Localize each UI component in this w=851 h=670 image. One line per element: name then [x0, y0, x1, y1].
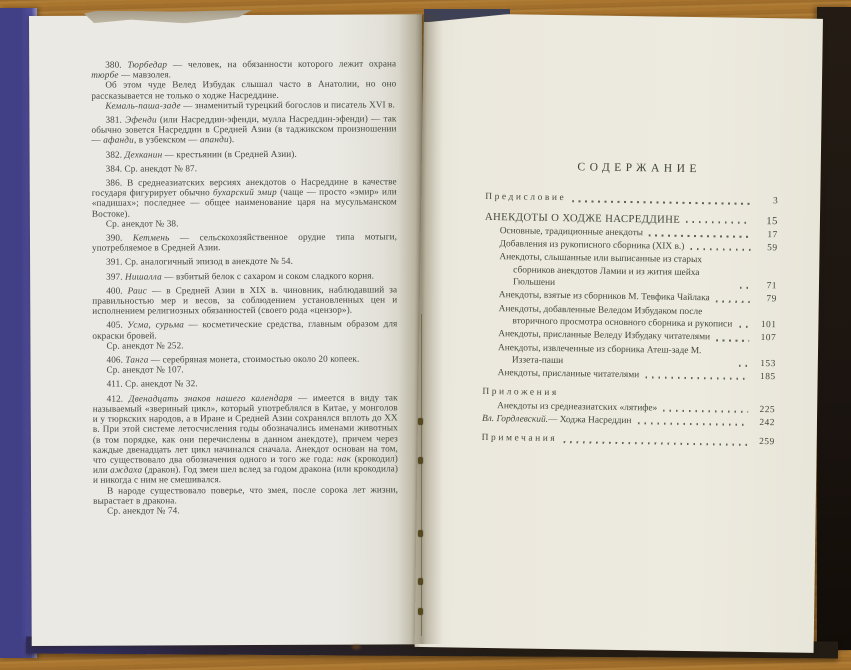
note-paragraph: 390. Кетмень — сельскохозяйственное орудие типа мотыги, употребляемое в Средней Азии.: [91, 231, 397, 253]
toc-leader-dots: [686, 221, 751, 224]
toc-entry: [483, 341, 776, 370]
note-paragraph: 405. Усма, сурьма — косметические средства, главным образом для окраски бровей.: [92, 318, 398, 341]
note-paragraph: 384. Ср. анекдот № 87.: [105, 163, 198, 174]
note-paragraph: Ср. анекдот № 107.: [106, 364, 184, 375]
toc-entry-label: Анекдоты, слышанные или выписанные из старых сборников анекдотов Ламии и из жития шейха Гюльшени: [499, 252, 703, 289]
toc-title: СОДЕРЖАНИЕ: [577, 161, 702, 176]
toc-leader-dots: [716, 300, 750, 303]
right-page: [415, 13, 823, 653]
toc-entry-label: Анекдоты, извлеченные из сборника Атеш-заде М. Иззета-паши: [497, 342, 702, 366]
toc-leader-dots: [663, 410, 748, 413]
book-cover-right-edge: [817, 7, 851, 650]
toc-page-number: 17: [767, 230, 778, 241]
torn-paper-corner: [84, 10, 252, 24]
toc-entry: [483, 303, 776, 332]
page-stain: [352, 645, 361, 650]
toc-leader-dots: [739, 365, 749, 367]
toc-page-number: 59: [767, 243, 778, 254]
note-paragraph: Кемаль-паша-заде — знаменитый турецкий богослов и писатель XVI в.: [105, 99, 395, 111]
toc-page-number: 71: [766, 281, 778, 292]
table-of-contents: [482, 160, 779, 450]
note-paragraph: Ср. анекдот № 74.: [107, 505, 180, 516]
note-paragraph: 391. Ср. аналогичный эпизод в анекдоте № 54.: [106, 256, 294, 268]
toc-list: [482, 191, 779, 449]
toc-page-number: 15: [766, 214, 779, 227]
toc-entry-label: Анекдоты из среднеазиатских «лятифе»: [497, 400, 658, 414]
toc-entry-label: Анекдоты, взятые из сборников М. Тевфика Чайлака: [498, 290, 710, 304]
toc-entry-label: Вл. Гордлевский.— Ходжа Насреддин: [481, 413, 632, 427]
note-paragraph: В народе существовало поверье, что змея, после сорока лет жизни, вырастает в дракона.: [93, 483, 399, 506]
note-paragraph: 406. Танга — серебряная монета, стоимостью около 20 копеек.: [106, 353, 360, 365]
note-paragraph: 400. Раис — в Средней Азии в XIX в. чиновник, наблюдавший за правильностью мер и весов, за соблюдением установленных цен и исполнением религиозных обязанностей (своего рода «цензор»).: [92, 284, 398, 316]
toc-entry: [482, 432, 775, 449]
toc-entry-label: АНЕКДОТЫ О ХОДЖЕ НАСРЕДДИНЕ: [484, 210, 681, 226]
toc-entry-label: Примечания: [481, 433, 558, 445]
toc-entry: [485, 191, 778, 208]
toc-leader-dots: [649, 235, 751, 239]
toc-page-number: 101: [760, 320, 777, 331]
toc-leader-dots: [563, 441, 747, 446]
toc-entry-label: Анекдоты, присланные Веледу Избудаку читателями: [498, 329, 711, 343]
toc-entry: [484, 251, 778, 292]
toc-entry-label: Анекдоты, добавленные Веледом Избудаком после вторичного просмотра основного сборника и рукописи: [498, 303, 733, 330]
toc-page-number: 79: [766, 294, 777, 305]
toc-entry-label: Приложения: [482, 387, 559, 399]
toc-entry-label: Предисловие: [485, 192, 567, 204]
toc-entry-label: Основные, традиционные анекдоты: [499, 226, 644, 239]
notes-text-block: [91, 54, 398, 515]
toc-page-number: 242: [759, 418, 776, 429]
toc-page-number: 259: [759, 437, 775, 448]
toc-leader-dots: [716, 339, 749, 341]
note-paragraph: Ср. анекдот № 252.: [106, 340, 184, 351]
note-paragraph: 382. Дехканин — крестьянин (в Средней Азии).: [105, 148, 297, 160]
toc-leader-dots: [740, 287, 750, 289]
note-paragraph: 397. Нишалла — взбитый белок с сахаром и соком сладкого корня.: [106, 270, 375, 282]
note-paragraph: 381. Эфенди (или Насреддин-эфенди, мулла Насреддин-эфенди) — так обычно зовется Насреддин в Средней Азии (в таджикском произношении — афанди, в узбекском — апанди).: [91, 113, 397, 146]
left-page: [29, 14, 425, 646]
note-paragraph: 386. В среднеазиатских версиях анекдотов о Насреддине в качестве государя фигурирует обычно бухарский эмир (чаще — просто «эмир» или «падишах»; последнее — общее наименование царя на мусульманском Востоке).: [91, 176, 397, 219]
toc-leader-dots: [739, 326, 749, 328]
toc-page-number: 107: [760, 333, 777, 344]
toc-leader-dots: [637, 423, 748, 427]
note-paragraph: 411. Ср. анекдот № 32.: [106, 378, 198, 390]
toc-entry-label: Анекдоты, присланные читателями: [497, 368, 640, 381]
note-paragraph: Об этом чуде Велед Избудак слышал часто в Анатолии, но оно рассказывается не только о ходже Насреддине.: [91, 78, 397, 101]
toc-leader-dots: [645, 377, 748, 381]
note-paragraph: 380. Тюрбедар — человек, на обязанности которого лежит охрана тюрбе — мавзолея.: [91, 58, 397, 80]
toc-page-number: 3: [772, 196, 779, 207]
toc-page-number: 185: [759, 372, 776, 383]
note-paragraph: Ср. анекдот № 38.: [105, 218, 179, 229]
toc-page-number: 153: [760, 358, 776, 370]
toc-entry-label: Добавления из рукописного сборника (XIX в.): [499, 239, 685, 253]
toc-leader-dots: [690, 248, 750, 251]
toc-leader-dots: [572, 200, 751, 205]
toc-page-number: 225: [759, 404, 776, 416]
note-paragraph: 412. Двенадцать знаков нашего календаря — имеется в виду так называемый «звериный цикл», который употреблялся в Китае, у монголов и у тюркских народов, а в Иране и Средней Азии сохранялся вплоть до XX в. При этой системе летосчисления годы обозначались именами животных (в том порядке, как они перечислены в данном анекдоте), причем через каждые двенадцать лет цикл начинался сначала. Анекдот основан на том, что существовало два обозначения одного и того же года: нак (крокодил) или аждаха (дракон). Год змеи шел вслед за годом дракона (или крокодила) и никогда с ним не смешивался.: [92, 392, 399, 486]
